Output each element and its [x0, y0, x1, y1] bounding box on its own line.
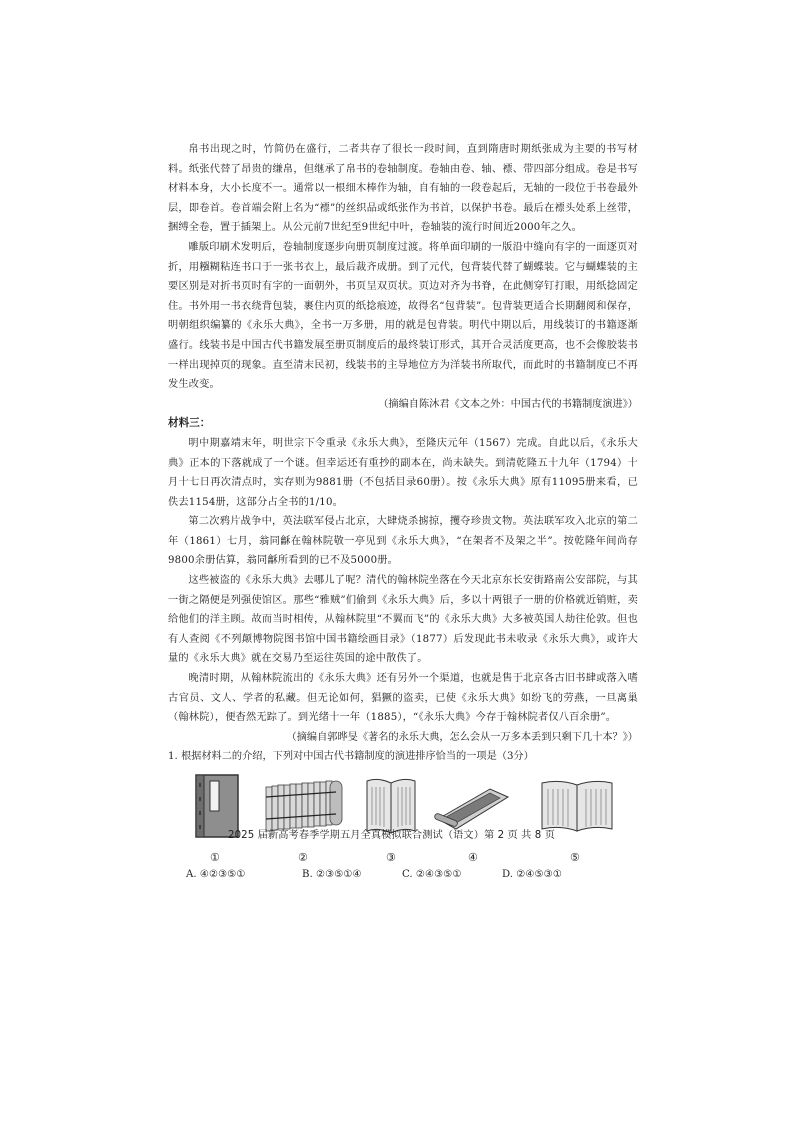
document-body — [168, 140, 638, 889]
option-d[interactable]: D. ②④⑤③① — [502, 869, 562, 880]
figure-label-5: ⑤ — [570, 851, 580, 864]
material3-source: （摘编自郭晔旻《著名的永乐大典，怎么会从一万多本丢到只剩下几十本？》） — [286, 731, 638, 743]
figure-label-2: ② — [298, 851, 308, 864]
material3-heading: 材料三： — [168, 417, 211, 430]
material3-paragraph-1: 明中期嘉靖末年，明世宗下令重录《永乐大典》，至隆庆元年（1567）完成。自此以后，《永乐大典》正本的下落就成了一个谜。但幸运还有重抄的副本在，尚未缺失。到清乾隆五十九年（1794）十月十七日再次清点时，实存则为9881册（不包括目录60册）。按《永乐大典》原有11095册来看，已佚去1154册，这部分占全书的1/10。 — [168, 437, 638, 508]
answer-options — [168, 869, 638, 889]
material2-paragraph-1: 帛书出现之时，竹简仍在盛行，二者共存了很长一段时间，直到隋唐时期纸张成为主要的书写材料。纸张代替了昂贵的缣帛，但继承了帛书的卷轴制度。卷轴由卷、轴、褾、带四部分组成。卷是书写材料本身，大小长度不一。通常以一根细木棒作为轴，自有轴的一段卷起后，无轴的一段位于书卷最外层，即卷首。卷首端会附上名为“褾”的丝织品或纸张作为书首，以保护书卷。最后在褾头处系上丝带，捆缚全卷，置于插架上。从公元前7世纪至9世纪中叶，卷轴装的流行时间近2000年之久。 — [168, 144, 638, 234]
option-c[interactable]: C. ②④③⑤① — [402, 869, 462, 880]
figure-label-3: ③ — [386, 851, 396, 864]
question-stem: 1. 根据材料二的介绍，下列对中国古代书籍制度的演进排序恰当的一项是（3分） — [168, 751, 534, 763]
page-footer: 2025 届新高考春季学期五月全真模拟联合测试（语文）第 2 页 共 8 页 — [228, 830, 555, 841]
material2-source: （摘编自陈沐君《文本之外：中国古代的书籍制度演进》） — [378, 398, 638, 410]
figure-labels — [168, 851, 638, 869]
material2-paragraph-2: 雕版印刷术发明后，卷轴制度逐步向册页制度过渡。将单面印刷的一版沿中缝向有字的一面逐页对折，用糨糊粘连书口于一张书衣上，最后裁齐成册。到了元代，包背装代替了蝴蝶装。它与蝴蝶装的主要区别是对折书页时有字的一面朝外，书页呈双页状。页边对齐为书脊，在此侧穿钉打眼，用纸捻固定住。书外用一书衣绕背包装，裹住内页的纸捻痕迹，故得名“包背装”。包背装更适合长期翻阅和保存，明朝组织编纂的《永乐大典》，全书一万多册，用的就是包背装。明代中期以后，用线装订的书籍逐渐盛行。线装书是中国古代书籍发展至册页制度后的最终装订形式，其开合灵活度更高，也不会像胶装书一样出现掉页的现象。直至清末民初，线装书的主导地位方为洋装书所取代，而此时的书籍制度已不再发生改变。 — [168, 241, 638, 391]
figure-label-4: ④ — [468, 851, 478, 864]
option-b[interactable]: B. ②③⑤①④ — [302, 869, 362, 880]
material3-paragraph-2: 第二次鸦片战争中，英法联军侵占北京，大肆烧杀掳掠，攫夺珍贵文物。英法联军攻入北京的第二年（1861）七月，翁同龢在翰林院敬一亭见到《永乐大典》，“在架者不及架之半”。按乾隆年间尚存9800余册估算，翁同龢所看到的已不及5000册。 — [168, 516, 638, 567]
material3-paragraph-3: 这些被盗的《永乐大典》去哪儿了呢？清代的翰林院坐落在今天北京东长安街路南公安部院，与其一街之隔便是列强使馆区。那些“雅贼”们偷到《永乐大典》后，多以十两银子一册的价格就近销赃，卖给他们的洋主顾。故而当时相传，从翰林院里“不翼而飞”的《永乐大典》大多被英国人劫往伦敦。但也有人查阅《不列颠博物院图书馆中国书籍绘画目录》（1877）后发现此书未收录《永乐大典》，或许大量的《永乐大典》就在交易乃至运往英国的途中散佚了。 — [168, 575, 638, 665]
option-a[interactable]: A. ④②③⑤① — [186, 869, 246, 880]
figure-label-1: ① — [210, 851, 220, 864]
material3-paragraph-4: 晚清时期，从翰林院流出的《永乐大典》还有另外一个渠道，也就是售于北京各古旧书肆或落入嗜古官员、文人、学者的私藏。但无论如何，猖獗的盗卖，已使《永乐大典》如纷飞的劳燕，一旦离巢（翰林院），便杳然无踪了。到光绪十一年（1885），“《永乐大典》今存于翰林院者仅八百余册”。 — [168, 673, 638, 724]
